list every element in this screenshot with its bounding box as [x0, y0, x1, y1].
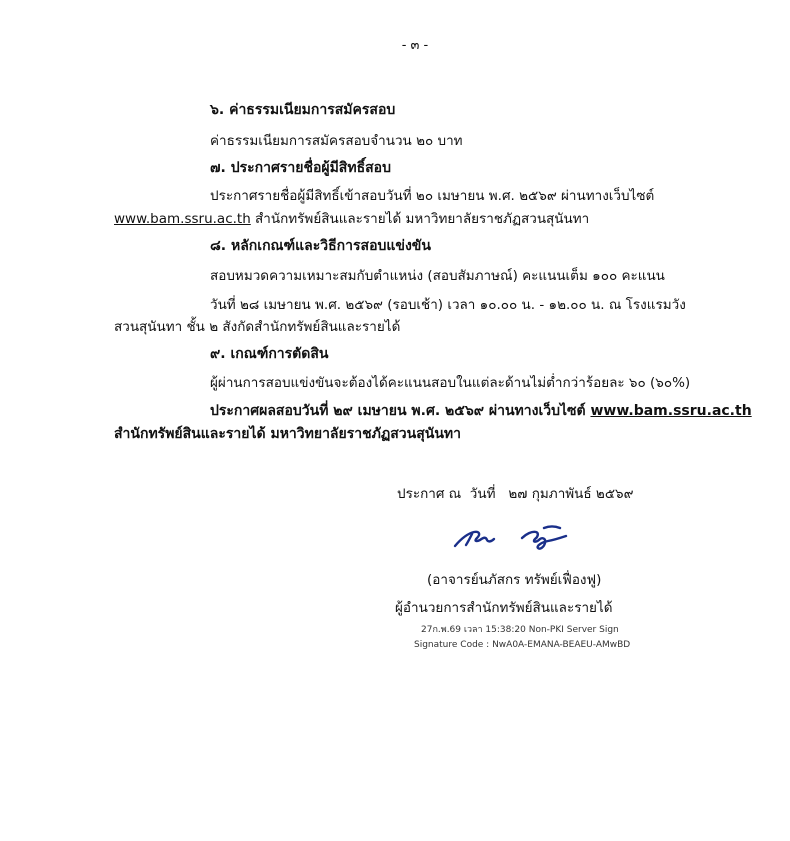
signature-stroke-4: [544, 527, 560, 529]
section-6-heading: ๖. ค่าธรรมเนียมการสมัครสอบ: [210, 102, 396, 118]
section-7-line1: ประกาศรายชื่อผู้มีสิทธิ์เข้าสอบวันที่ ๒๐ เมษายน พ.ศ. ๒๕๖๙ ผ่านทางเว็บไซต์: [210, 188, 655, 204]
signature-stroke-3: [522, 532, 566, 549]
handwritten-signature: [452, 520, 577, 556]
section-9-line1: ผู้ผ่านการสอบแข่งขันจะต้องได้คะแนนสอบในแต่ละด้านไม่ต่ำกว่าร้อยละ ๖๐ (๖๐%): [210, 375, 691, 391]
section-6-text: ค่าธรรมเนียมการสมัครสอบจำนวน ๒๐ บาท: [210, 133, 463, 149]
section-8-line2: วันที่ ๒๘ เมษายน พ.ศ. ๒๕๖๙ (รอบเช้า) เวลา ๑๐.๐๐ น. - ๑๒.๐๐ น. ณ โรงแรมวัง: [210, 297, 686, 313]
section-7-line2-text: สำนักทรัพย์สินและรายได้ มหาวิทยาลัยราชภัฏสวนสุนันทา: [250, 211, 590, 227]
result-announcement-text: ประกาศผลสอบวันที่ ๒๙ เมษายน พ.ศ. ๒๕๖๙ ผ่านทางเว็บไซต์: [210, 403, 591, 419]
section-8-line3: สวนสุนันทา ชั้น ๒ สังกัดสำนักทรัพย์สินและรายได้: [114, 319, 401, 335]
section-7-heading: ๗. ประกาศรายชื่อผู้มีสิทธิ์สอบ: [210, 160, 391, 176]
section-9-heading: ๙. เกณฑ์การตัดสิน: [210, 346, 329, 362]
section-8-heading: ๘. หลักเกณฑ์และวิธีการสอบแข่งขัน: [210, 238, 431, 254]
section-8-line1: สอบหมวดความเหมาะสมกับตำแหน่ง (สอบสัมภาษณ์) คะแนนเต็ม ๑๐๐ คะแนน: [210, 268, 665, 284]
section-7-line2: [114, 207, 589, 229]
signer-title: ผู้อำนวยการสำนักทรัพย์สินและรายได้: [395, 600, 613, 616]
electronic-sign-timestamp: 27ก.พ.69 เวลา 15:38:20 Non-PKI Server Sign: [421, 625, 619, 635]
electronic-signature-code: Signature Code : NwA0A-EMANA-BEAEU-AMwBD: [414, 640, 631, 650]
announcement-date: ประกาศ ณ วันที่ ๒๗ กุมภาพันธ์ ๒๕๖๙: [397, 486, 634, 502]
page-number: - ๓ -: [401, 38, 429, 53]
result-announcement-line1: [210, 400, 752, 422]
result-announcement-line2: สำนักทรัพย์สินและรายได้ มหาวิทยาลัยราชภัฏสวนสุนันทา: [114, 426, 461, 442]
signature-stroke-1: [455, 532, 494, 546]
website-link[interactable]: www.bam.ssru.ac.th: [114, 211, 251, 227]
signer-name: (อาจารย์นภัสกร ทรัพย์เฟื่องฟู): [427, 572, 602, 588]
result-website-link[interactable]: www.bam.ssru.ac.th: [590, 403, 752, 419]
